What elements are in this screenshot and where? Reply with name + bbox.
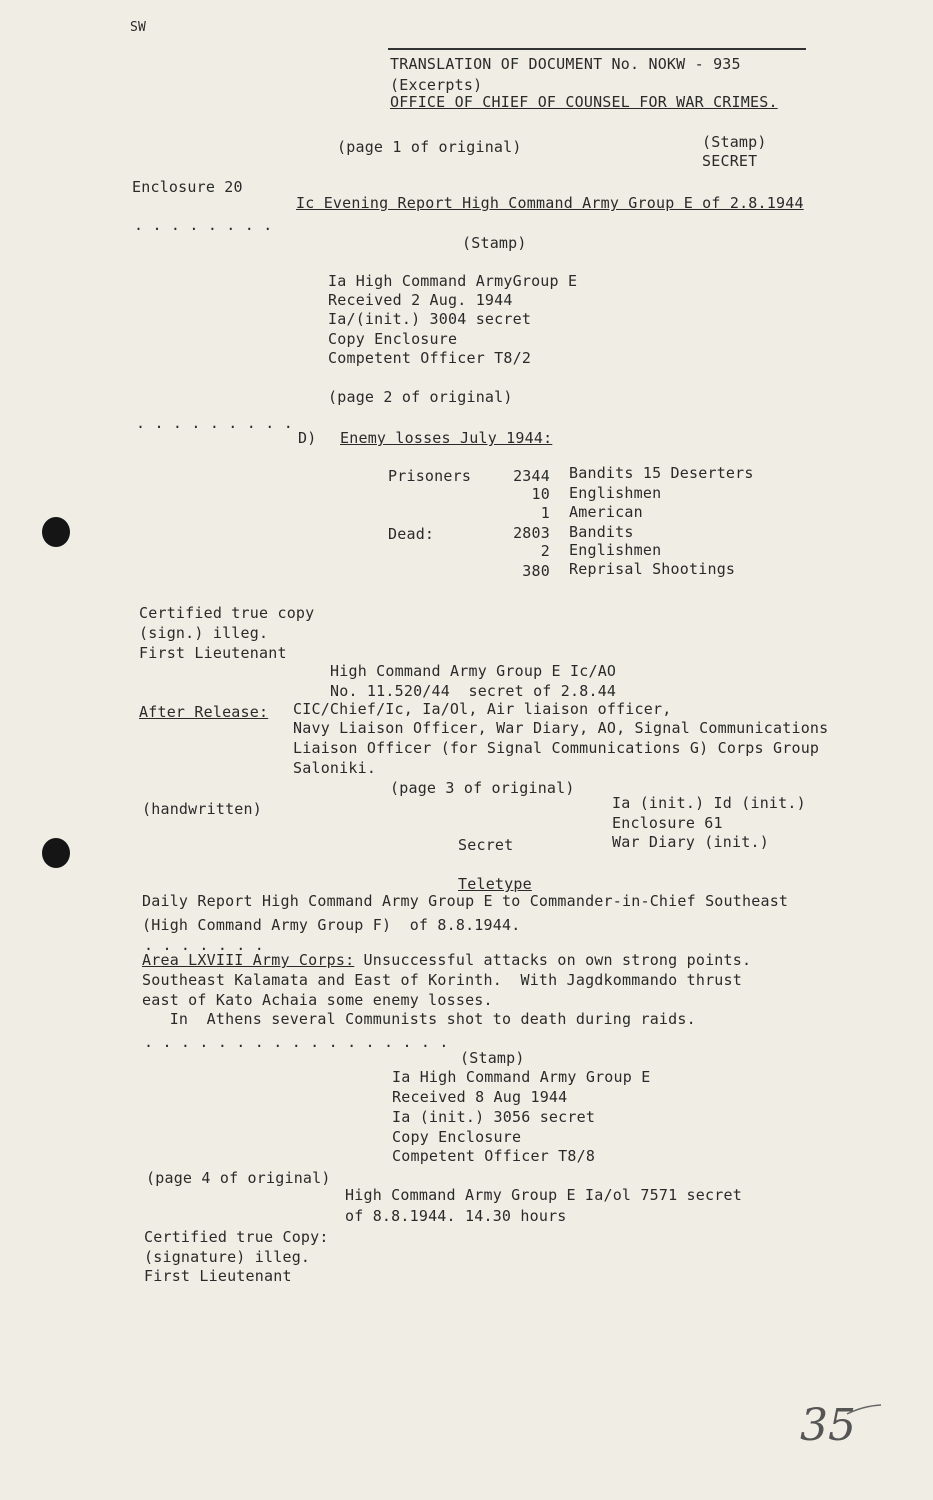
page2-label: (page 2 of original) [328,388,513,406]
distribution-line: Saloniki. [293,759,377,777]
stamp-line: Competent Officer T8/2 [328,349,532,367]
ellipsis-dots: . . . . . . . . . . . . . . . . . [144,1033,449,1051]
certified-line: First Lieutenant [139,644,287,662]
page4-label: (page 4 of original) [146,1169,331,1187]
area-line [142,951,751,970]
punch-hole [42,838,70,868]
certified-line: Certified true copy [139,604,315,622]
page1-label: (page 1 of original) [337,138,522,156]
header-top-rule [388,48,806,50]
dead-desc: Englishmen [569,541,662,559]
prisoners-desc: Bandits 15 Deserters [569,464,754,482]
after-release-label: After Release: [139,703,269,721]
handwritten-line: Enclosure 61 [612,814,723,832]
stamp2-label: (Stamp) [462,234,527,252]
certified-line: First Lieutenant [144,1267,292,1285]
certified-line: Certified true Copy: [144,1228,329,1246]
distribution-line: CIC/Chief/Ic, Ia/Ol, Air liaison officer, [293,700,672,718]
body-line: Southeast Kalamata and East of Korinth. With Jagdkommando thrust [142,971,742,989]
prisoners-desc: Englishmen [569,484,662,502]
prisoners-count: 1 [540,504,550,522]
stamp-line: Copy Enclosure [328,330,458,348]
prisoners-count: 10 [531,485,550,503]
distribution-line: Navy Liaison Officer, War Diary, AO, Signal Communications [293,719,829,737]
section-letter: D) [298,429,317,447]
excerpts-label: (Excerpts) [390,76,483,94]
dead-count: 2803 [513,524,550,542]
ellipsis-dots: . . . . . . . [144,936,264,954]
body-line: In Athens several Communists shot to death during raids. [142,1010,696,1028]
stamp-label: (Stamp) [702,133,767,151]
area-corps-label: Area LXVIII Army Corps: [142,951,355,969]
prisoners-label: Prisoners [388,467,472,485]
corner-mark: SW [130,20,147,35]
distribution-line: Liaison Officer (for Signal Communications G) Corps Group [293,739,820,757]
enemy-losses-title: Enemy losses July 1944: [340,429,553,447]
teletype-title: Teletype [458,875,532,893]
certified-line: (sign.) illeg. [139,624,269,642]
handwritten-line: War Diary (init.) [612,833,769,851]
stamp-line: Ia High Command Army Group E [392,1068,651,1086]
ellipsis-dots: . . . . . . . . . [136,414,293,432]
handwritten-page-number: 35 [800,1400,856,1451]
evening-report-title: Ic Evening Report High Command Army Group E of 2.8.1944 [296,194,804,212]
ellipsis-dots: . . . . . . . . [134,216,273,234]
dead-label: Dead: [388,525,435,543]
dead-desc: Reprisal Shootings [569,560,736,578]
stamp-line: Ia (init.) 3056 secret [392,1108,596,1126]
reference-line: No. 11.520/44 secret of 2.8.44 [330,682,617,700]
translation-title: TRANSLATION OF DOCUMENT No. NOKW - 935 [390,55,741,73]
enclosure-20: Enclosure 20 [132,178,243,196]
punch-hole [42,517,70,547]
secret-stamp: SECRET [702,152,758,170]
prisoners-count: 2344 [513,467,550,485]
daily-report-line: (High Command Army Group F) of 8.8.1944. [142,916,521,934]
area-text: Unsuccessful attacks on own strong points. [354,951,752,969]
reference-line: of 8.8.1944. 14.30 hours [345,1207,567,1225]
stamp-line: Ia/(init.) 3004 secret [328,310,532,328]
stamp-line: Copy Enclosure [392,1128,522,1146]
reference-line: High Command Army Group E Ic/AO [330,662,617,680]
stamp-line: Competent Officer T8/8 [392,1147,596,1165]
dead-desc: Bandits [569,523,634,541]
office-title: OFFICE OF CHIEF OF COUNSEL FOR WAR CRIMES. [390,93,778,111]
stamp-line: Received 8 Aug 1944 [392,1088,568,1106]
stamp-line: Ia High Command ArmyGroup E [328,272,578,290]
secret-label: Secret [458,836,514,854]
page-number-flourish [845,1402,885,1418]
body-line: east of Kato Achaia some enemy losses. [142,991,493,1009]
daily-report-line: Daily Report High Command Army Group E to Commander-in-Chief Southeast [142,892,789,910]
prisoners-desc: American [569,503,643,521]
stamp3-label: (Stamp) [460,1049,525,1067]
dead-count: 2 [540,542,550,560]
handwritten-line: Ia (init.) Id (init.) [612,794,806,812]
dead-count: 380 [522,562,550,580]
reference-line: High Command Army Group E Ia/ol 7571 secret [345,1186,742,1204]
certified-line: (signature) illeg. [144,1248,311,1266]
stamp-line: Received 2 Aug. 1944 [328,291,513,309]
handwritten-label: (handwritten) [142,800,262,818]
page3-label: (page 3 of original) [390,779,575,797]
